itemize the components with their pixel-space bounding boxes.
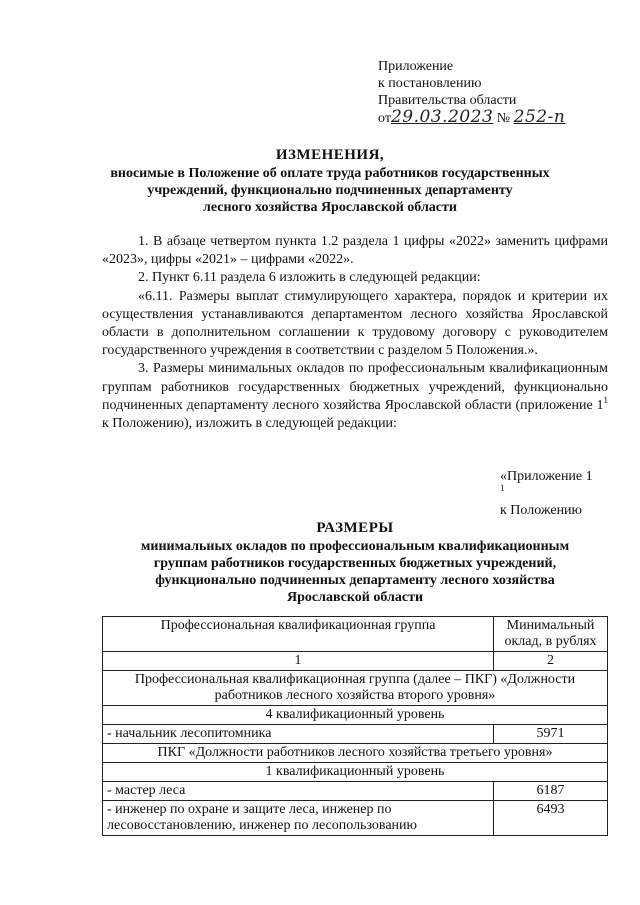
table-header-row [103,617,608,652]
position-cell: - инженер по охране и защите леса, инженер по лесовосстановлению, инженер по лесопользованию [103,801,494,836]
sub-appendix-line-2: к Положению [500,503,583,518]
sizes-heading: РАЗМЕРЫ [316,520,394,536]
group-heading-cell: ПКГ «Должности работников лесного хозяйства третьего уровня» [103,744,608,763]
table-row [103,763,608,782]
appendix-line-2: к постановлению [378,76,482,91]
header-salary-cell: Минимальный оклад, в рублях [494,617,608,652]
table-row [103,706,608,725]
sub-appendix-line-1 [500,468,620,502]
paragraph-4-superscript: 1 [603,394,608,405]
appendix-line-3: Правительства области [378,93,517,108]
changes-title-line-1: вносимые в Положение об оплате труда работников государственных [110,166,550,181]
sizes-title [102,520,608,606]
table-row [103,801,608,836]
appendix-number-sign: № [496,111,511,126]
appendix-date-line [378,109,608,127]
changes-title-line-2: учреждений, функционально подчиненных департаменту [147,183,513,198]
level-heading-cell: 4 квалификационный уровень [103,706,608,725]
sub-appendix-superscript: 1 [500,483,505,493]
table-row [103,782,608,801]
appendix-line-1: Приложение [378,59,454,74]
appendix-number: 252-п [513,107,566,127]
paragraph-4 [102,360,608,433]
sizes-title-line-1: минимальных окладов по профессиональным квалификационным [140,539,570,554]
header-group-cell: Профессиональная квалификационная группа [103,617,494,652]
sizes-title-line-2: группам работников государственных бюджетных учреждений, [153,556,557,571]
salary-table [102,616,608,836]
changes-heading: ИЗМЕНЕНИЯ, [275,147,385,163]
column-number-1: 1 [103,652,494,671]
position-cell: - начальник лесопитомника [103,725,494,744]
paragraph-3: «6.11. Размеры выплат стимулирующего характера, порядок и критерии их осуществления устанавливаются департаментом лесного хозяйства Ярославской области в дополнительном соглашении к трудовому договору с руководителем государственного учреждения в соответствии с разделом 5 Положения.». [102,288,608,359]
sizes-title-line-4: Ярославской области [286,590,424,605]
table-row [103,744,608,763]
sub-appendix-title: «Приложение 1 [500,469,593,484]
salary-cell: 6187 [494,782,608,801]
paragraph-4-tail: к Положению), изложить в следующей редакции: [102,416,397,432]
appendix-header [378,58,608,127]
table-row [103,671,608,706]
appendix-date-prefix: от [378,111,391,126]
changes-body [102,233,608,433]
paragraph-4-text: 3. Размеры минимальных окладов по профессиональным квалификационным группам работников государственных бюджетных учреждений, функционально подчиненных департаменту лесного хозяйства Ярославской области (приложение 1 [102,361,608,413]
appendix-date: 29.03.2023 [390,107,494,127]
column-number-2: 2 [494,652,608,671]
table-number-row [103,652,608,671]
changes-title-line-3: лесного хозяйства Ярославской области [203,200,457,215]
sizes-title-line-3: функционально подчиненных департаменту лесного хозяйства [155,573,555,588]
group-heading-cell: Профессиональная квалификационная группа (далее – ПКГ) «Должности работников лесного хозяйства второго уровня» [103,671,608,706]
salary-cell: 6493 [494,801,608,836]
table-row [103,725,608,744]
salary-cell: 5971 [494,725,608,744]
paragraph-1: 1. В абзаце четвертом пункта 1.2 раздела 1 цифры «2022» заменить цифрами «2023», цифры «2021» – цифрами «2022». [102,234,608,268]
position-cell: - мастер леса [103,782,494,801]
changes-title [80,147,580,216]
level-heading-cell: 1 квалификационный уровень [103,763,608,782]
paragraph-2: 2. Пункт 6.11 раздела 6 изложить в следующей редакции: [138,270,481,286]
sub-appendix-label [500,468,620,519]
